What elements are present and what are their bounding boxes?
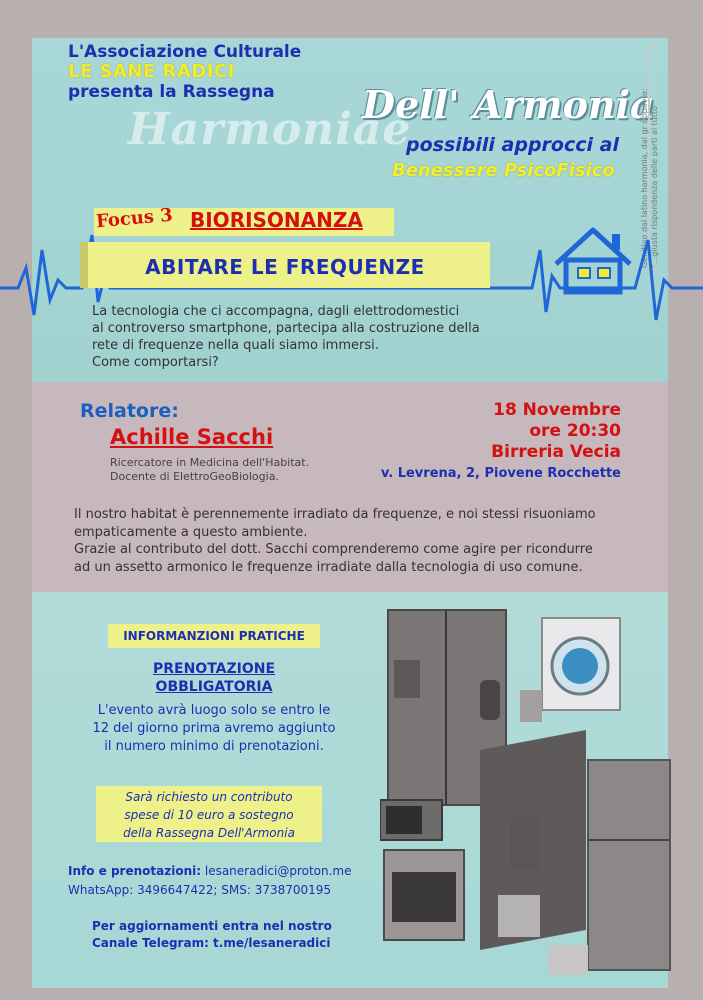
booking-required [88,660,340,696]
speaker-label: Relatore: [80,400,179,422]
intro-text [92,303,532,371]
fee-line: spese di 10 euro a sostegno [124,808,294,822]
booking-line1: PRENOTAZIONE [152,661,276,677]
contact-block [68,862,352,900]
contact-label: Info e prenotazioni: [68,864,202,878]
intro-line: al controverso smartphone, partecipa alla costruzione della [92,321,480,336]
series-subtitle-2: Benessere PsicoFisico [392,160,615,181]
contact-email[interactable]: lesaneradici@proton.me [204,864,352,878]
headline: ABITARE LE FREQUENZE [145,255,425,279]
intro-line: rete di frequenze nella quali siamo immersi. [92,338,379,353]
event-description [74,506,654,576]
org-name: LE SANE RADICI [68,61,235,82]
fee-line: della Rassegna Dell'Armonia [123,826,295,840]
desc-line: Il nostro habitat è perennemente irradiato da frequenze, e noi stessi risuoniamo [74,507,596,522]
contact-phones: WhatsApp: 3496647422; SMS: 3738700195 [68,883,332,897]
speaker-role-line: Ricercatore in Medicina dell'Habitat. [110,456,310,469]
booking-line2: OBBLIGATORIA [155,679,273,695]
event-date: 18 Novembre [493,400,621,420]
speaker-role-line: Docente di ElettroGeoBiologia. [110,470,279,483]
desc-line: Grazie al contributo del dott. Sacchi comprenderemo come agire per ricondurre [74,542,593,557]
focus-label: Focus 3 [95,204,174,233]
event-venue: Birreria Vecia [491,442,621,462]
fee-line: Sarà richiesto un contributo [125,790,293,804]
intro-line: Come comportarsi? [92,355,219,370]
info-heading: INFORMANZIONI PRATICHE [108,624,320,648]
focus-topic: BIORISONANZA [190,208,363,232]
harmoniae-watermark: Harmoniae [128,104,412,155]
speaker-role [110,456,309,484]
side-note-line1: Genitivo dal latino harmonia, dal gr ἁρμονία: [640,88,649,268]
washing-machine-icon [542,618,620,710]
org-line3: presenta la Rassegna [68,82,275,102]
desc-line: ad un assetto armonico le frequenze irradiate dalla tecnologia di uso comune. [74,559,583,575]
event-address: v. Levrena, 2, Piovene Rocchette [380,466,621,481]
telegram-line1: Per aggiornamenti entra nel nostro [92,919,332,933]
speaker-name: Achille Sacchi [110,425,274,449]
telegram-block [92,918,332,952]
event-time: ore 20:30 [529,421,621,441]
organizer-block [68,42,301,102]
oven-icon [384,850,464,940]
series-subtitle-1: possibili approcci al [406,134,619,156]
org-line1: L'Associazione Culturale [68,42,302,62]
event-condition-line: il numero minimo di prenotazioni. [104,739,324,754]
fee-box [96,786,322,842]
house-icon [556,230,630,292]
event-condition-line: L'evento avrà luogo solo se entro le [97,703,331,718]
desc-line: empaticamente a questo ambiente. [74,524,308,540]
event-condition-line: 12 del giorno prima avremo aggiunto [92,721,336,736]
appliances-image [380,600,680,985]
side-note-line2: "...giusta rispondenza delle parti al tutto" [650,102,659,268]
intro-line: La tecnologia che ci accompagna, dagli elettrodomestici [92,304,460,319]
telegram-line2[interactable]: Canale Telegram: t.me/lesaneradici [92,936,331,950]
event-condition [72,702,356,756]
microwave-icon [380,800,442,840]
event-datetime [491,400,621,463]
series-title: Dell' Armonia [362,82,655,127]
